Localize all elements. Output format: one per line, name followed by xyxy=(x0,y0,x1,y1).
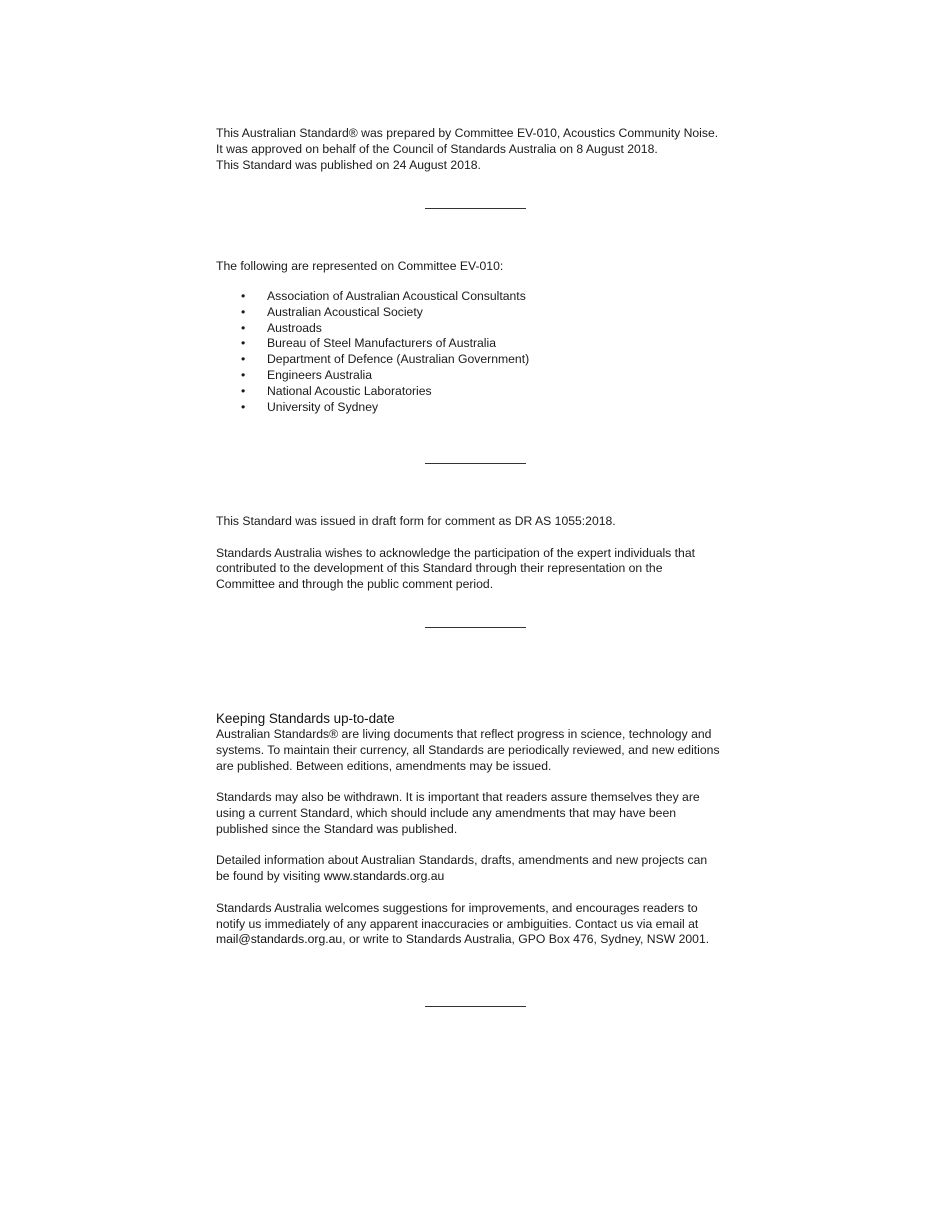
draft-issued-statement xyxy=(216,514,746,530)
email-link[interactable]: mail@standards.org.au xyxy=(216,932,343,947)
paragraph-line: Standards may also be withdrawn. It is important that readers assure themselves they are xyxy=(216,790,700,805)
website-link[interactable]: www.standards.org.au xyxy=(323,869,445,884)
acknowledgement-line: Standards Australia wishes to acknowledge the participation of the expert individuals that xyxy=(216,545,695,560)
list-item xyxy=(216,336,746,352)
bullet-icon: • xyxy=(241,367,246,382)
bullet-icon: • xyxy=(241,336,246,351)
paragraph-text: be found by visiting xyxy=(216,869,324,884)
list-item xyxy=(216,352,746,368)
bullet-icon: • xyxy=(241,289,246,303)
approval-line: It was approved on behalf of the Council of Standards Australia on 8 August 2018. xyxy=(216,141,658,156)
committee-intro: The following are represented on Committee EV-010: xyxy=(216,259,504,273)
list-item xyxy=(216,289,746,305)
paragraph-line: are published. Between editions, amendments may be issued. xyxy=(216,758,552,773)
preparation-statement xyxy=(216,126,746,173)
detailed-information-paragraph xyxy=(216,853,746,885)
preparation-line: This Australian Standard® was prepared by Committee EV-010, Acoustics Community Noise. xyxy=(216,126,719,140)
withdrawal-paragraph xyxy=(216,790,746,837)
member-name: Department of Defence (Australian Government) xyxy=(267,352,530,367)
acknowledgement-paragraph xyxy=(216,546,746,593)
member-name: National Acoustic Laboratories xyxy=(267,383,432,398)
draft-section xyxy=(216,514,746,593)
paragraph-line xyxy=(216,869,746,885)
paragraph-line: using a current Standard, which should include any amendments that may have been xyxy=(216,805,677,820)
suggestions-paragraph xyxy=(216,901,746,948)
draft-issued-line: This Standard was issued in draft form for comment as DR AS 1055:2018. xyxy=(216,514,616,528)
list-item xyxy=(216,368,746,384)
list-item xyxy=(216,305,746,321)
member-name: Bureau of Steel Manufacturers of Australia xyxy=(267,336,496,351)
paragraph-line: notify us immediately of any apparent inaccuracies or ambiguities. Contact us via email at xyxy=(216,916,699,931)
publication-line: This Standard was published on 24 August 2018. xyxy=(216,157,481,172)
committee-members-list xyxy=(216,289,746,415)
paragraph-line: Detailed information about Australian Standards, drafts, amendments and new projects can xyxy=(216,853,708,868)
paragraph-line: Standards Australia welcomes suggestions for improvements, and encourages readers to xyxy=(216,900,698,915)
paragraph-text: , or write to Standards Australia, GPO Box 476, Sydney, NSW 2001. xyxy=(342,932,710,947)
paragraph-line: systems. To maintain their currency, all Standards are periodically reviewed, and new editions xyxy=(216,742,720,757)
acknowledgement-line: contributed to the development of this Standard through their representation on the xyxy=(216,561,663,576)
member-name: University of Sydney xyxy=(267,399,379,414)
member-name: Austroads xyxy=(267,320,322,335)
list-item xyxy=(216,384,746,400)
section-divider xyxy=(425,1006,526,1007)
section-divider xyxy=(425,627,526,628)
paragraph-line: Australian Standards® are living documents that reflect progress in science, technology and xyxy=(216,727,712,741)
list-item xyxy=(216,400,746,416)
keeping-standards-section xyxy=(216,711,746,948)
list-item xyxy=(216,321,746,337)
section-divider xyxy=(425,208,526,209)
member-name: Association of Australian Acoustical Consultants xyxy=(267,289,526,303)
committee-section xyxy=(216,259,746,275)
paragraph-line xyxy=(216,932,746,948)
paragraph-line: published since the Standard was published. xyxy=(216,821,458,836)
section-heading: Keeping Standards up-to-date xyxy=(216,711,395,726)
bullet-icon: • xyxy=(241,304,246,319)
bullet-icon: • xyxy=(241,352,246,367)
living-documents-paragraph xyxy=(216,727,746,774)
bullet-icon: • xyxy=(241,320,246,335)
acknowledgement-line: Committee and through the public comment period. xyxy=(216,577,494,592)
section-divider xyxy=(425,463,526,464)
member-name: Australian Acoustical Society xyxy=(267,304,423,319)
bullet-icon: • xyxy=(241,399,246,414)
bullet-icon: • xyxy=(241,383,246,398)
member-name: Engineers Australia xyxy=(267,367,373,382)
